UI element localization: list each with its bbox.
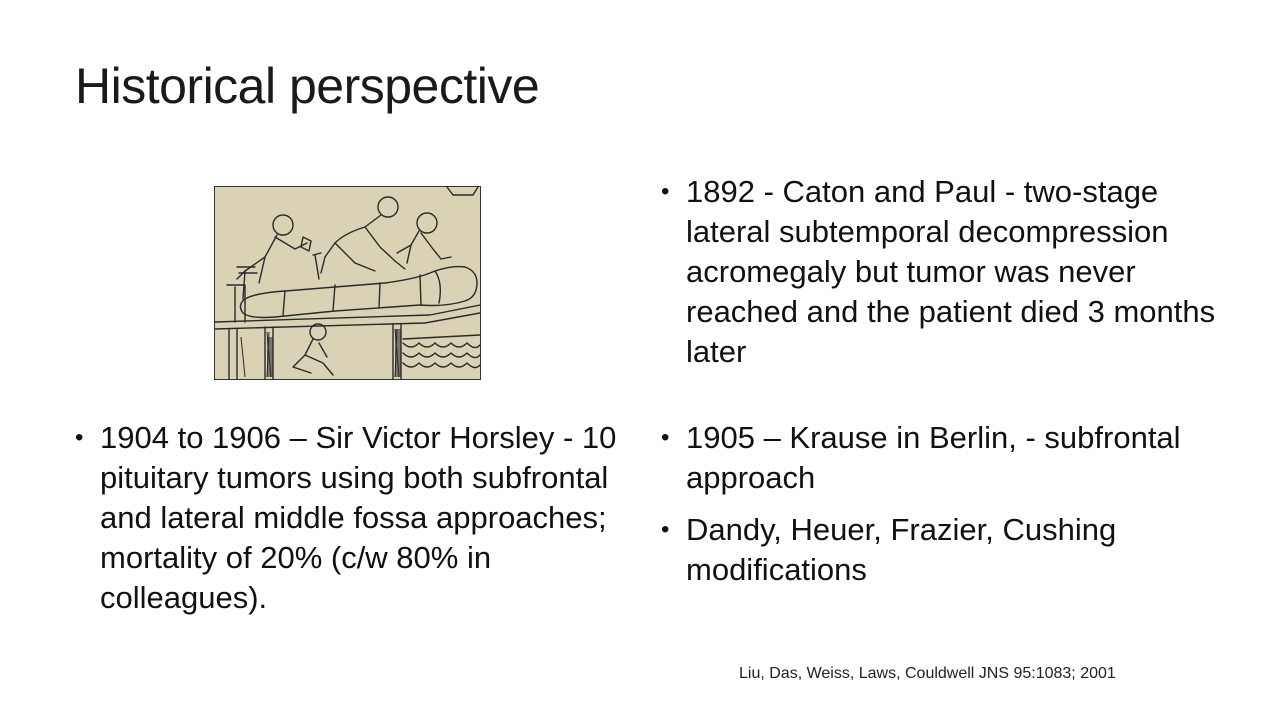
bullet-krause: • 1905 – Krause in Berlin, - subfrontal approach — [661, 418, 1221, 498]
citation: Liu, Das, Weiss, Laws, Couldwell JNS 95:1083; 2001 — [739, 665, 1116, 682]
bullet-modifications: • Dandy, Heuer, Frazier, Cushing modifications — [661, 510, 1221, 590]
bullet-horsley: • 1904 to 1906 – Sir Victor Horsley - 10 pituitary tumors using both subfrontal and lateral middle fossa approaches; mortality of 20% (c/w 80% in colleagues). — [75, 418, 620, 618]
right-bottom-bullet-list — [661, 418, 1221, 590]
bullet-caton-paul: • 1892 - Caton and Paul - two-stage lateral subtemporal decompression acromegaly but tumor was never reached and the patient died 3 months later — [661, 172, 1221, 372]
ancient-embalming-illustration — [214, 186, 481, 380]
embalming-scene-drawing — [215, 187, 480, 379]
left-bullet-list — [75, 418, 620, 618]
slide-title: Historical perspective — [75, 58, 540, 114]
right-top-bullet-list — [661, 172, 1221, 372]
